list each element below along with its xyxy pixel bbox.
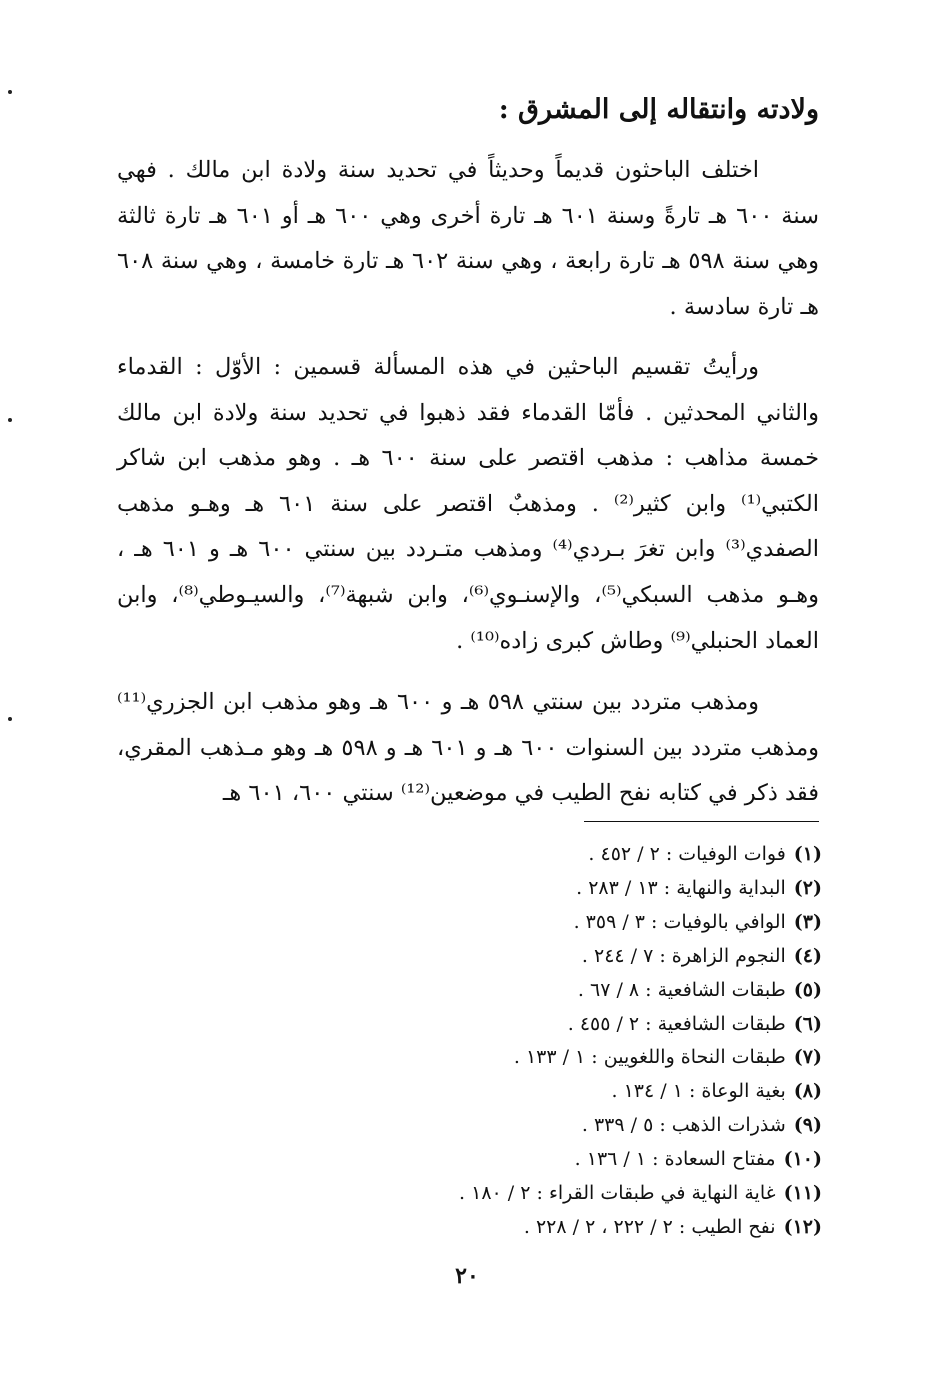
- footnote-text: فوات الوفيات : ٢ / ٤٥٢ .: [588, 843, 786, 865]
- footnote-number: (١): [793, 843, 822, 865]
- footnote-number: (١٠): [783, 1148, 822, 1171]
- footnote-item: [122, 1109, 822, 1143]
- footnote-item: [122, 872, 822, 906]
- footnote-item: [122, 974, 822, 1008]
- footnote-text: طبقات النحاة واللغويين : ١ / ١٣٣ .: [513, 1046, 786, 1069]
- margin-mark: [8, 90, 12, 94]
- footnote-number: (٢): [793, 876, 822, 899]
- footnote-text: غاية النهاية في طبقات القراء : ٢ / ١٨٠ .: [459, 1182, 776, 1205]
- footnote-text: مفتاح السعادة : ١ / ١٣٦ .: [574, 1148, 776, 1171]
- footnote-item: [122, 1177, 822, 1211]
- footnote-item: [122, 838, 822, 872]
- footnote-item: [122, 1041, 822, 1075]
- body-paragraph: [117, 148, 819, 330]
- footnote-number: (٧): [793, 1046, 822, 1069]
- footnote-separator: [584, 821, 819, 822]
- footnote-text: شذرات الذهب : ٥ / ٣٣٩ .: [581, 1114, 786, 1137]
- footnote-number: (١٢): [783, 1215, 822, 1238]
- margin-mark: [8, 717, 12, 721]
- margin-mark: [8, 418, 12, 422]
- footnote-text: بغية الوعاة : ١ / ١٣٤ .: [611, 1080, 786, 1103]
- page-number: ٢٠: [455, 1263, 479, 1289]
- footnote-number: (٩): [793, 1114, 822, 1137]
- footnote-text: نفح الطيب : ٢ / ٢٢٢ ، ٢ / ٢٢٨ .: [523, 1215, 776, 1238]
- footnote-item: [122, 1143, 822, 1177]
- footnote-item: [122, 906, 822, 940]
- footnote-number: (٦): [793, 1012, 822, 1035]
- footnote-text: البداية والنهاية : ١٣ / ٢٨٣ .: [576, 876, 786, 899]
- paragraph-text: اختلف الباحثون قديماً وحديثاً في تحديد سنة ولادة ابن مالك . فهي سنة ٦٠٠ هـ تارةً وسنة ٦٠١ هـ تارة أخرى وهي ٦٠٠ هـ أو ٦٠١ هـ تارة ثالثة وهي سنة ٥٩٨ هـ تارة رابعة ، وهي سنة ٦٠٢ هـ تارة خامسة ، وهي سنة ٦٠٨ هـ تارة سادسة .: [117, 157, 820, 320]
- body-paragraph: [117, 680, 819, 817]
- footnote-item: [122, 1008, 822, 1042]
- footnotes-list: [122, 838, 822, 1245]
- paragraph-text: ومذهب متردد بين سنتي ٥٩٨ هـ و ٦٠٠ هـ وهو مذهب ابن الجزري⁽¹¹⁾ ومذهب متردد بين السنوات ٦٠٠ هـ و ٦٠١ هـ و ٥٩٨ هـ وهو مـذهب المقري، فقد ذكر في كتابه نفح الطيب في موضعين⁽¹²⁾ سنتي ٦٠٠، ٦٠١ هـ: [117, 689, 820, 807]
- section-heading: ولادته وانتقاله إلى المشرق :: [498, 94, 819, 125]
- paragraph-text: ورأيتُ تقسيم الباحثين في هذه المسألة قسمين : الأوّل : القدماء والثاني المحدثين . فأمّا القدماء فقد ذهبوا في تحديد سنة ولادة ابن مالك خمسة مذاهب : مذهب اقتصر على سنة ٦٠٠ هـ . وهو مذهب ابن شاكر الكتبي⁽¹⁾ وابن كثير⁽²⁾ . ومذهبٌ اقتصر على سنة ٦٠١ هـ وهـو مذهب الصفدي⁽³⁾ وابن تغرَ بـردي⁽⁴⁾ ومذهب متـردد بين سنتي ٦٠٠ هـ و ٦٠١ هـ ، وهـو مذهب السبكي⁽⁵⁾، والإسنـوي⁽⁶⁾، وابن شبهة⁽⁷⁾، والسيـوطي⁽⁸⁾، وابن العماد الحنبلي⁽⁹⁾ وطاش كبرى زاده⁽¹⁰⁾ .: [117, 354, 820, 654]
- footnote-number: (٤): [793, 944, 822, 967]
- footnote-item: [122, 1075, 822, 1109]
- footnote-number: (١١): [783, 1182, 822, 1205]
- footnote-text: طبقات الشافعية : ٨ / ٦٧ .: [577, 978, 786, 1001]
- body-paragraph: [117, 345, 819, 664]
- footnote-number: (٣): [793, 910, 822, 933]
- footnote-number: (٨): [793, 1080, 822, 1103]
- footnote-item: [122, 1211, 822, 1245]
- footnote-item: [122, 940, 822, 974]
- footnote-text: طبقات الشافعية : ٢ / ٤٥٥ .: [567, 1012, 786, 1035]
- footnote-text: الوافي بالوفيات : ٣ / ٣٥٩ .: [573, 910, 786, 933]
- footnote-text: النجوم الزاهرة : ٧ / ٢٤٤ .: [581, 944, 786, 967]
- footnote-number: (٥): [793, 978, 822, 1001]
